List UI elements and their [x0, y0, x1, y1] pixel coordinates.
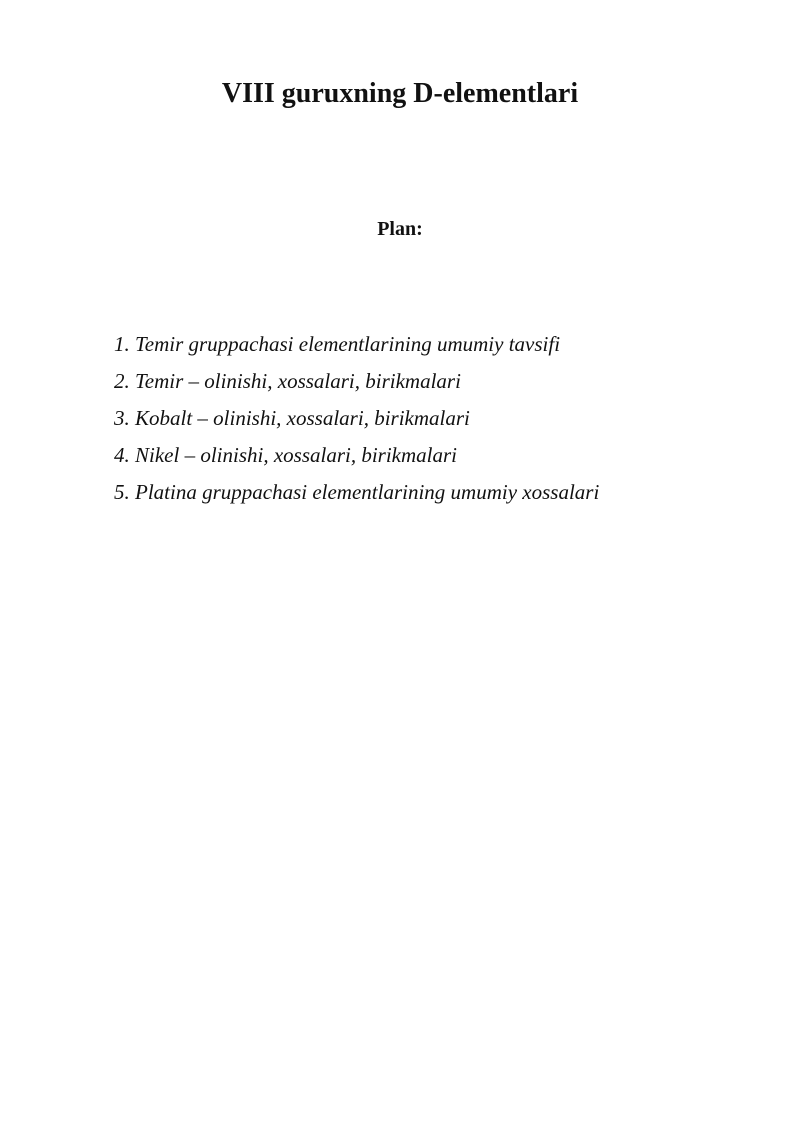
- plan-heading: Plan:: [377, 218, 423, 240]
- plan-item-5: 5. Platina gruppachasi elementlarining umumiy xossalari: [114, 480, 600, 504]
- plan-item-2: 2. Temir – olinishi, xossalari, birikmalari: [114, 369, 461, 393]
- plan-item-1: 1. Temir gruppachasi elementlarining umumiy tavsifi: [114, 332, 561, 356]
- document-title: VIII guruxning D-elementlari: [221, 78, 579, 109]
- plan-item-3: 3. Kobalt – olinishi, xossalari, birikmalari: [114, 406, 470, 430]
- plan-list: [114, 326, 754, 511]
- plan-item-4: 4. Nikel – olinishi, xossalari, birikmalari: [114, 443, 458, 467]
